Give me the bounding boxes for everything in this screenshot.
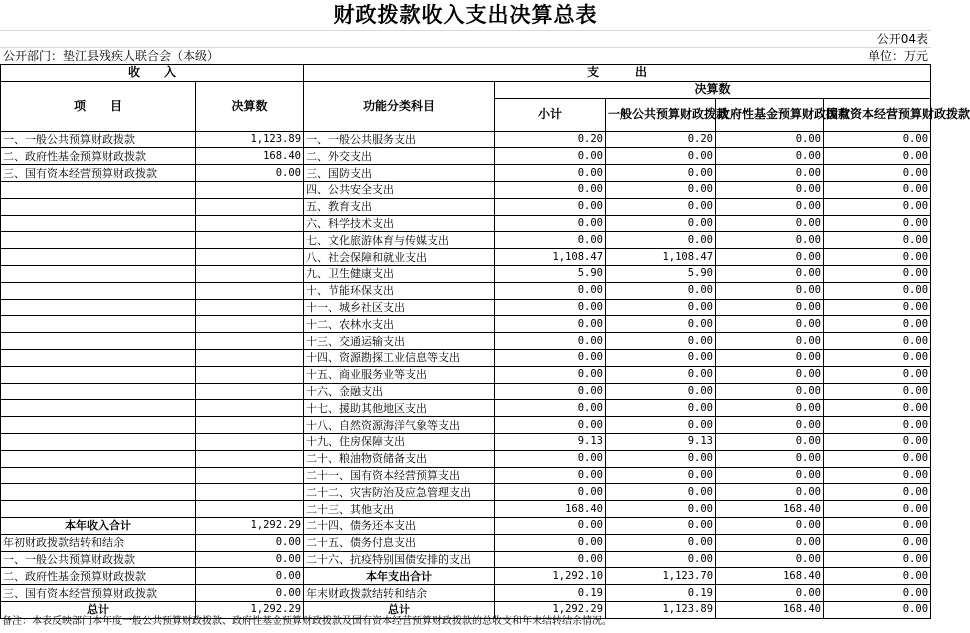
expense-item-label: 一、一般公共服务支出 bbox=[304, 131, 495, 148]
expense-state-capital: 0.00 bbox=[824, 215, 931, 232]
table-row bbox=[1, 450, 931, 467]
expense-item-label: 二十一、国有资本经营预算支出 bbox=[304, 467, 495, 484]
expense-gen-budget: 5.90 bbox=[606, 265, 716, 282]
expense-gov-fund: 0.00 bbox=[716, 249, 824, 266]
income-amount bbox=[196, 450, 304, 467]
expense-gen-budget: 0.00 bbox=[606, 232, 716, 249]
expense-subtotal: 0.00 bbox=[495, 299, 606, 316]
table-row bbox=[1, 568, 931, 585]
expense-item-label: 二十二、灾害防治及应急管理支出 bbox=[304, 484, 495, 501]
income-amount bbox=[196, 299, 304, 316]
expense-state-capital: 0.00 bbox=[824, 316, 931, 333]
expense-subtotal: 0.20 bbox=[495, 131, 606, 148]
income-amount bbox=[196, 501, 304, 518]
expense-gen-budget: 0.00 bbox=[606, 383, 716, 400]
expense-gov-fund: 0.00 bbox=[716, 299, 824, 316]
expense-gov-fund: 0.00 bbox=[716, 333, 824, 350]
expense-gov-fund: 168.40 bbox=[716, 568, 824, 585]
table-row bbox=[1, 467, 931, 484]
expense-gen-budget: 0.00 bbox=[606, 215, 716, 232]
income-amount: 0.00 bbox=[196, 568, 304, 585]
expense-subtotal: 0.00 bbox=[495, 467, 606, 484]
expense-gen-budget: 0.20 bbox=[606, 131, 716, 148]
expense-gov-fund: 0.00 bbox=[716, 282, 824, 299]
income-amount: 0.00 bbox=[196, 551, 304, 568]
income-amount: 0.00 bbox=[196, 165, 304, 182]
expense-item-label: 十、节能环保支出 bbox=[304, 282, 495, 299]
expense-item-label: 十五、商业服务业等支出 bbox=[304, 366, 495, 383]
table-row bbox=[1, 534, 931, 551]
table-row bbox=[1, 366, 931, 383]
income-item-label bbox=[1, 433, 196, 450]
expense-gen-budget: 0.19 bbox=[606, 585, 716, 602]
income-amount bbox=[196, 417, 304, 434]
footnote: 备注：本表反映部门本年度一般公共预算财政拨款、政府性基金预算财政拨款及国有资本经营预算财政拨款的总收支和年末结转结余情况。 bbox=[2, 616, 612, 627]
income-amount bbox=[196, 215, 304, 232]
income-item-label: 一、一般公共预算财政拨款 bbox=[1, 551, 196, 568]
expense-gov-fund: 0.00 bbox=[716, 265, 824, 282]
expense-gen-budget: 1,123.70 bbox=[606, 568, 716, 585]
expense-item-label: 二十六、抗疫特别国债安排的支出 bbox=[304, 551, 495, 568]
income-amount bbox=[196, 181, 304, 198]
expense-subtotal: 0.00 bbox=[495, 349, 606, 366]
expense-state-capital: 0.00 bbox=[824, 467, 931, 484]
expense-subtotal: 1,108.47 bbox=[495, 249, 606, 266]
table-row bbox=[1, 148, 931, 165]
expense-state-capital: 0.00 bbox=[824, 450, 931, 467]
form-number: 公开04表 bbox=[876, 32, 928, 46]
expense-item-label: 十一、城乡社区支出 bbox=[304, 299, 495, 316]
income-item-label bbox=[1, 316, 196, 333]
income-item-label bbox=[1, 198, 196, 215]
income-amount bbox=[196, 366, 304, 383]
form-number-row bbox=[0, 31, 931, 47]
expense-state-capital: 0.00 bbox=[824, 417, 931, 434]
income-amount bbox=[196, 198, 304, 215]
table-row bbox=[1, 215, 931, 232]
subtotal-header: 小计 bbox=[495, 98, 606, 131]
expense-subtotal: 0.00 bbox=[495, 366, 606, 383]
income-amount: 0.00 bbox=[196, 585, 304, 602]
table-row bbox=[1, 131, 931, 148]
expense-subtotal: 0.00 bbox=[495, 450, 606, 467]
expense-state-capital: 0.00 bbox=[824, 265, 931, 282]
expense-gov-fund: 0.00 bbox=[716, 232, 824, 249]
expense-state-capital: 0.00 bbox=[824, 282, 931, 299]
expense-state-capital: 0.00 bbox=[824, 585, 931, 602]
expense-state-capital: 0.00 bbox=[824, 349, 931, 366]
expense-gen-budget: 0.00 bbox=[606, 282, 716, 299]
expense-item-label: 十九、住房保障支出 bbox=[304, 433, 495, 450]
income-amount bbox=[196, 249, 304, 266]
expense-gov-fund: 0.00 bbox=[716, 585, 824, 602]
expense-state-capital: 0.00 bbox=[824, 232, 931, 249]
income-item-label bbox=[1, 282, 196, 299]
table-row bbox=[1, 433, 931, 450]
income-item-label bbox=[1, 232, 196, 249]
expense-gen-budget: 0.00 bbox=[606, 417, 716, 434]
expense-item-label: 十六、金融支出 bbox=[304, 383, 495, 400]
expense-subtotal: 0.00 bbox=[495, 400, 606, 417]
expense-gen-budget: 1,108.47 bbox=[606, 249, 716, 266]
expense-item-label: 七、文化旅游体育与传媒支出 bbox=[304, 232, 495, 249]
expense-subtotal: 0.00 bbox=[495, 198, 606, 215]
table-row bbox=[1, 198, 931, 215]
income-item-label bbox=[1, 417, 196, 434]
expense-state-capital: 0.00 bbox=[824, 165, 931, 182]
expense-gov-fund: 0.00 bbox=[716, 316, 824, 333]
income-amount bbox=[196, 316, 304, 333]
income-item-label bbox=[1, 349, 196, 366]
expense-item-label: 二十、粮油物资储备支出 bbox=[304, 450, 495, 467]
table-row bbox=[1, 585, 931, 602]
income-amount: 1,292.29 bbox=[196, 517, 304, 534]
expense-state-capital: 0.00 bbox=[824, 484, 931, 501]
expense-item-label: 本年支出合计 bbox=[304, 568, 495, 585]
expense-gen-budget: 0.00 bbox=[606, 534, 716, 551]
expense-item-label: 二十四、债务还本支出 bbox=[304, 517, 495, 534]
expense-subtotal: 1,292.29 bbox=[495, 601, 606, 618]
expense-subtotal: 0.00 bbox=[495, 215, 606, 232]
report-title: 财政拨款收入支出决算总表 bbox=[333, 3, 598, 27]
income-item-label bbox=[1, 467, 196, 484]
expense-item-label: 六、科学技术支出 bbox=[304, 215, 495, 232]
expense-state-capital: 0.00 bbox=[824, 131, 931, 148]
income-amount bbox=[196, 467, 304, 484]
unit-label: 单位：万元 bbox=[867, 49, 928, 63]
expense-item-label: 二十五、债务付息支出 bbox=[304, 534, 495, 551]
expense-gov-fund: 0.00 bbox=[716, 450, 824, 467]
income-amount bbox=[196, 433, 304, 450]
expense-gov-fund: 0.00 bbox=[716, 198, 824, 215]
gen-budget-header: 一般公共预算财政拨款 bbox=[606, 98, 716, 131]
expense-subtotal: 0.00 bbox=[495, 534, 606, 551]
expense-gov-fund: 0.00 bbox=[716, 484, 824, 501]
table-row bbox=[1, 265, 931, 282]
expense-gov-fund: 0.00 bbox=[716, 165, 824, 182]
income-item-label bbox=[1, 265, 196, 282]
expense-item-label: 二、外交支出 bbox=[304, 148, 495, 165]
table-row bbox=[1, 417, 931, 434]
expense-gov-fund: 0.00 bbox=[716, 131, 824, 148]
expense-subtotal: 0.00 bbox=[495, 551, 606, 568]
expense-subtotal: 0.00 bbox=[495, 484, 606, 501]
expense-state-capital: 0.00 bbox=[824, 299, 931, 316]
expense-item-label: 五、教育支出 bbox=[304, 198, 495, 215]
expense-gen-budget: 1,123.89 bbox=[606, 601, 716, 618]
table-row bbox=[1, 316, 931, 333]
expense-gen-budget: 0.00 bbox=[606, 148, 716, 165]
expense-gen-budget: 0.00 bbox=[606, 316, 716, 333]
income-amount bbox=[196, 400, 304, 417]
expense-state-capital: 0.00 bbox=[824, 433, 931, 450]
expense-gov-fund: 0.00 bbox=[716, 181, 824, 198]
income-amount bbox=[196, 484, 304, 501]
expense-gov-fund: 0.00 bbox=[716, 400, 824, 417]
table-row bbox=[1, 501, 931, 518]
expense-subtotal: 1,292.10 bbox=[495, 568, 606, 585]
final-amount-header: 决算数 bbox=[196, 81, 304, 131]
expense-state-capital: 0.00 bbox=[824, 551, 931, 568]
expense-item-label: 总计 bbox=[304, 601, 495, 618]
income-item-label bbox=[1, 484, 196, 501]
table-row bbox=[1, 383, 931, 400]
expense-gov-fund: 0.00 bbox=[716, 366, 824, 383]
expense-gov-fund: 0.00 bbox=[716, 433, 824, 450]
income-item-label: 二、政府性基金预算财政拨款 bbox=[1, 568, 196, 585]
expense-gov-fund: 0.00 bbox=[716, 517, 824, 534]
expense-gov-fund: 0.00 bbox=[716, 417, 824, 434]
income-amount: 0.00 bbox=[196, 534, 304, 551]
expense-item-label: 十八、自然资源海洋气象等支出 bbox=[304, 417, 495, 434]
expense-item-label: 三、国防支出 bbox=[304, 165, 495, 182]
income-item-label bbox=[1, 450, 196, 467]
expense-gov-fund: 168.40 bbox=[716, 601, 824, 618]
expense-gen-budget: 0.00 bbox=[606, 551, 716, 568]
expense-item-label: 二十三、其他支出 bbox=[304, 501, 495, 518]
gov-fund-header: 政府性基金预算财政拨款 bbox=[716, 98, 824, 131]
table-row bbox=[1, 282, 931, 299]
income-item-label: 一、一般公共预算财政拨款 bbox=[1, 131, 196, 148]
expense-gen-budget: 0.00 bbox=[606, 366, 716, 383]
income-item-label: 二、政府性基金预算财政拨款 bbox=[1, 148, 196, 165]
income-item-label: 三、国有资本经营预算财政拨款 bbox=[1, 165, 196, 182]
expense-state-capital: 0.00 bbox=[824, 517, 931, 534]
expense-gen-budget: 0.00 bbox=[606, 517, 716, 534]
income-amount: 1,292.29 bbox=[196, 601, 304, 618]
income-item-label bbox=[1, 383, 196, 400]
expense-gen-budget: 0.00 bbox=[606, 484, 716, 501]
expense-subtotal: 0.00 bbox=[495, 417, 606, 434]
expense-subtotal: 9.13 bbox=[495, 433, 606, 450]
expense-subtotal: 0.00 bbox=[495, 165, 606, 182]
expense-gen-budget: 0.00 bbox=[606, 450, 716, 467]
expense-gov-fund: 0.00 bbox=[716, 383, 824, 400]
expense-state-capital: 0.00 bbox=[824, 534, 931, 551]
table-row bbox=[1, 551, 931, 568]
expense-header: 支 出 bbox=[304, 65, 931, 82]
final-group-header: 决算数 bbox=[495, 81, 931, 98]
income-item-label bbox=[1, 249, 196, 266]
expense-item-label: 四、公共安全支出 bbox=[304, 181, 495, 198]
table-row bbox=[1, 349, 931, 366]
income-amount bbox=[196, 232, 304, 249]
expense-state-capital: 0.00 bbox=[824, 249, 931, 266]
expense-item-label: 年末财政拨款结转和结余 bbox=[304, 585, 495, 602]
table-row bbox=[1, 400, 931, 417]
expense-gov-fund: 0.00 bbox=[716, 148, 824, 165]
expense-gov-fund: 0.00 bbox=[716, 349, 824, 366]
expense-subtotal: 0.00 bbox=[495, 181, 606, 198]
table-row bbox=[1, 484, 931, 501]
expense-item-label: 十七、援助其他地区支出 bbox=[304, 400, 495, 417]
expense-gen-budget: 0.00 bbox=[606, 198, 716, 215]
expense-state-capital: 0.00 bbox=[824, 501, 931, 518]
income-amount bbox=[196, 383, 304, 400]
expense-state-capital: 0.00 bbox=[824, 333, 931, 350]
expense-gen-budget: 0.00 bbox=[606, 165, 716, 182]
expense-gov-fund: 168.40 bbox=[716, 501, 824, 518]
expense-item-label: 十三、交通运输支出 bbox=[304, 333, 495, 350]
income-amount bbox=[196, 265, 304, 282]
table-row bbox=[1, 232, 931, 249]
income-item-label bbox=[1, 181, 196, 198]
expense-subtotal: 0.00 bbox=[495, 333, 606, 350]
expense-gen-budget: 0.00 bbox=[606, 400, 716, 417]
expense-state-capital: 0.00 bbox=[824, 366, 931, 383]
expense-subtotal: 0.00 bbox=[495, 148, 606, 165]
func-subject-header: 功能分类科目 bbox=[304, 81, 495, 131]
expense-subtotal: 0.00 bbox=[495, 383, 606, 400]
expense-subtotal: 0.00 bbox=[495, 232, 606, 249]
income-amount bbox=[196, 333, 304, 350]
expense-gen-budget: 9.13 bbox=[606, 433, 716, 450]
expense-subtotal: 0.00 bbox=[495, 517, 606, 534]
expense-gen-budget: 0.00 bbox=[606, 501, 716, 518]
table-row bbox=[1, 299, 931, 316]
expense-gen-budget: 0.00 bbox=[606, 299, 716, 316]
expense-state-capital: 0.00 bbox=[824, 400, 931, 417]
expense-subtotal: 168.40 bbox=[495, 501, 606, 518]
expense-gen-budget: 0.00 bbox=[606, 333, 716, 350]
income-amount: 168.40 bbox=[196, 148, 304, 165]
expense-state-capital: 0.00 bbox=[824, 568, 931, 585]
expense-gen-budget: 0.00 bbox=[606, 467, 716, 484]
income-item-label bbox=[1, 333, 196, 350]
income-amount bbox=[196, 349, 304, 366]
expense-state-capital: 0.00 bbox=[824, 601, 931, 618]
department-name: 公开部门：垫江县残疾人联合会（本级） bbox=[3, 49, 220, 63]
budget-table bbox=[0, 64, 970, 619]
income-item-label bbox=[1, 215, 196, 232]
income-item-label bbox=[1, 299, 196, 316]
table-row bbox=[1, 333, 931, 350]
expense-gov-fund: 0.00 bbox=[716, 551, 824, 568]
item-header: 项 目 bbox=[1, 81, 196, 131]
expense-state-capital: 0.00 bbox=[824, 148, 931, 165]
expense-gen-budget: 0.00 bbox=[606, 181, 716, 198]
income-amount: 1,123.89 bbox=[196, 131, 304, 148]
expense-gov-fund: 0.00 bbox=[716, 467, 824, 484]
table-row bbox=[1, 181, 931, 198]
table-row bbox=[1, 249, 931, 266]
income-item-label bbox=[1, 501, 196, 518]
expense-item-label: 十四、资源勘探工业信息等支出 bbox=[304, 349, 495, 366]
income-amount bbox=[196, 282, 304, 299]
expense-item-label: 八、社会保障和就业支出 bbox=[304, 249, 495, 266]
expense-gov-fund: 0.00 bbox=[716, 534, 824, 551]
expense-gen-budget: 0.00 bbox=[606, 349, 716, 366]
expense-gov-fund: 0.00 bbox=[716, 215, 824, 232]
income-item-label bbox=[1, 366, 196, 383]
expense-subtotal: 5.90 bbox=[495, 265, 606, 282]
department-row bbox=[0, 48, 931, 64]
expense-subtotal: 0.19 bbox=[495, 585, 606, 602]
expense-subtotal: 0.00 bbox=[495, 282, 606, 299]
income-item-label: 总计 bbox=[1, 601, 196, 618]
expense-state-capital: 0.00 bbox=[824, 198, 931, 215]
income-item-label: 年初财政拨款结转和结余 bbox=[1, 534, 196, 551]
income-header: 收 入 bbox=[1, 65, 304, 82]
expense-state-capital: 0.00 bbox=[824, 181, 931, 198]
expense-item-label: 九、卫生健康支出 bbox=[304, 265, 495, 282]
table-row bbox=[1, 517, 931, 534]
expense-state-capital: 0.00 bbox=[824, 383, 931, 400]
table-row bbox=[1, 165, 931, 182]
income-item-label: 本年收入合计 bbox=[1, 517, 196, 534]
income-item-label bbox=[1, 400, 196, 417]
expense-item-label: 十二、农林水支出 bbox=[304, 316, 495, 333]
expense-subtotal: 0.00 bbox=[495, 316, 606, 333]
income-item-label: 三、国有资本经营预算财政拨款 bbox=[1, 585, 196, 602]
state-capital-header: 国有资本经营预算财政拨款 bbox=[824, 98, 931, 131]
